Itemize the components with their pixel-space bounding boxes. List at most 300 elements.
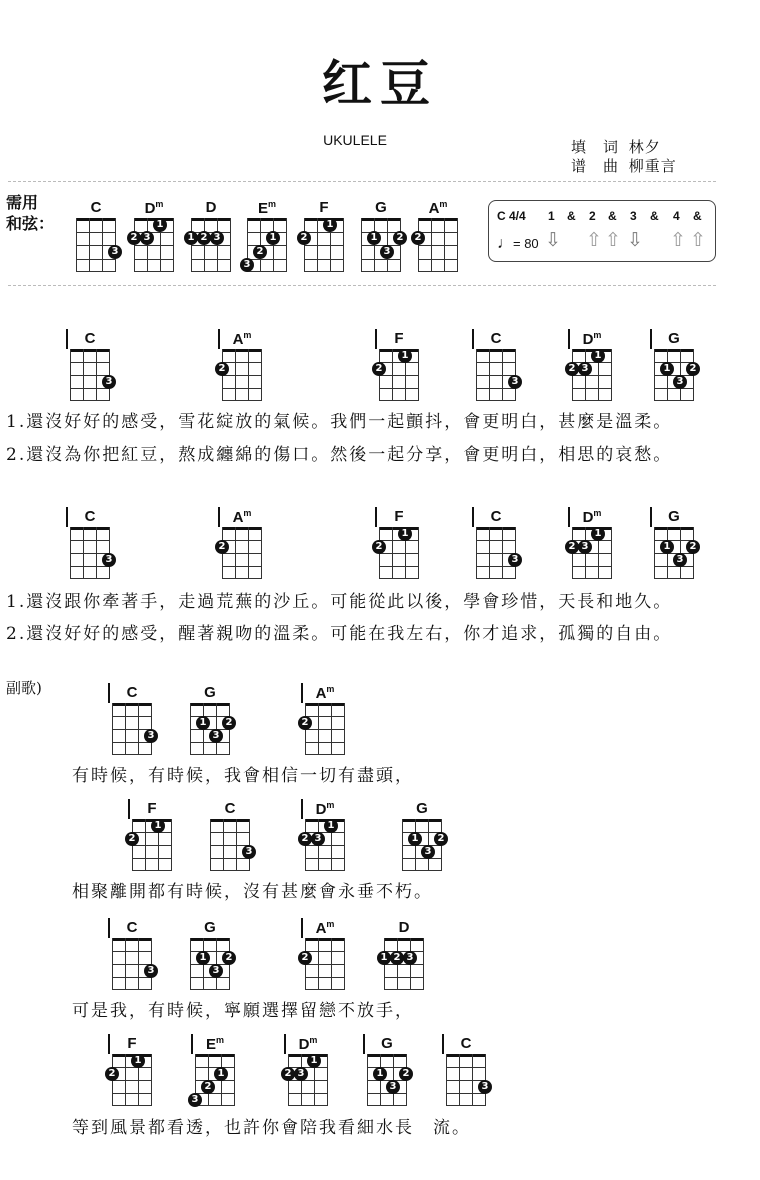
chord-diagram-c	[210, 800, 253, 871]
chord-fret	[222, 553, 262, 554]
measure-bar	[301, 683, 303, 703]
chord-fret	[222, 578, 262, 579]
chord-root: G	[416, 800, 428, 817]
finger-dot: 3	[421, 845, 435, 859]
finger-dot: 2	[686, 540, 700, 554]
chord-root: F	[319, 199, 329, 216]
chord-fret	[654, 388, 694, 389]
chord-fret	[222, 400, 262, 401]
chord-name	[654, 508, 694, 525]
finger-dot: 2	[565, 540, 579, 554]
finger-dot: 1	[196, 951, 210, 965]
up-strum-arrow-icon: ⇧	[605, 230, 621, 251]
chord-root: E	[205, 1036, 216, 1053]
chord-nut	[222, 527, 262, 530]
chord-suffix: m	[593, 330, 602, 340]
chord-fret	[195, 1105, 235, 1106]
chord-diagram-em	[191, 1035, 235, 1106]
chord-fret	[70, 540, 110, 541]
chord-fret	[572, 553, 612, 554]
tempo-value: = 80	[513, 236, 539, 251]
chord-fret	[572, 566, 612, 567]
chord-suffix: m	[309, 1035, 318, 1045]
chord-name	[446, 1035, 486, 1052]
measure-bar	[128, 799, 130, 819]
chord-fret	[76, 271, 116, 272]
finger-dot: 1	[591, 349, 605, 363]
finger-dot: 3	[673, 375, 687, 389]
finger-dot: 1	[151, 819, 165, 833]
divider-bottom	[8, 285, 716, 286]
chord-root: C	[126, 684, 138, 701]
chord-fret	[572, 540, 612, 541]
chord-nut	[305, 703, 345, 706]
finger-dot: 1	[367, 231, 381, 245]
finger-dot: 3	[144, 729, 158, 743]
finger-dot: 2	[201, 1080, 215, 1094]
chord-diagram-am	[301, 919, 345, 990]
finger-dot: 1	[214, 1067, 228, 1081]
chord-name	[70, 508, 110, 525]
beat-label: 2	[589, 209, 596, 223]
chord-fret	[305, 729, 345, 730]
measure-bar	[108, 1034, 110, 1054]
measure-bar	[363, 1034, 365, 1054]
chord-fret	[572, 578, 612, 579]
chord-fret	[572, 362, 612, 363]
finger-dot: 1	[324, 819, 338, 833]
chord-nut	[112, 938, 152, 941]
chord-fret	[305, 977, 345, 978]
chord-diagram-c	[476, 508, 519, 579]
finger-dot: 1	[377, 951, 391, 965]
chord-fret	[112, 977, 152, 978]
chord-root: A	[315, 920, 327, 937]
chord-root: C	[90, 199, 102, 216]
chord-fret	[305, 964, 345, 965]
chord-suffix: m	[243, 330, 252, 340]
chord-root: C	[490, 330, 502, 347]
finger-dot: 3	[102, 375, 116, 389]
chord-fret	[190, 729, 230, 730]
measure-bar	[218, 329, 220, 349]
chord-fret	[572, 388, 612, 389]
instrument-label: UKULELE	[323, 132, 387, 148]
chord-root: D	[582, 331, 594, 348]
chord-root: D	[582, 509, 594, 526]
chord-fret	[379, 578, 419, 579]
composer-label: 谱 曲	[571, 157, 620, 175]
chord-nut	[112, 703, 152, 706]
chord-fret	[476, 388, 516, 389]
chorus-lyric-line-2: 相聚離開都有時候，沒有甚麼會永垂不朽。	[72, 882, 433, 902]
tempo-marking	[497, 235, 539, 253]
chord-fret	[654, 553, 694, 554]
beat-label: 1	[548, 209, 555, 223]
chord-fret	[476, 566, 516, 567]
chord-fret	[304, 245, 344, 246]
chord-fret	[247, 271, 287, 272]
chord-diagram-f	[375, 330, 419, 401]
chord-diagram-am	[218, 508, 262, 579]
chord-fret	[367, 1093, 407, 1094]
chord-fret	[112, 1067, 152, 1068]
chord-nut	[305, 938, 345, 941]
finger-dot: 2	[390, 951, 404, 965]
chord-name	[305, 919, 345, 937]
finger-dot: 3	[578, 362, 592, 376]
finger-dot: 1	[131, 1054, 145, 1068]
chord-diagram-c	[446, 1035, 489, 1106]
verse1-lyric-line-1: 1.還沒好好的感受，雪花綻放的氣候。我們一起顫抖，會更明白，甚麼是溫柔。	[6, 412, 673, 432]
chord-diagram-f	[300, 199, 344, 272]
measure-bar	[108, 683, 110, 703]
measure-bar	[218, 507, 220, 527]
finger-dot: 2	[686, 362, 700, 376]
up-strum-arrow-icon: ⇧	[670, 230, 686, 251]
chord-name	[288, 1035, 328, 1053]
finger-dot: 3	[508, 375, 522, 389]
chord-fret	[476, 400, 516, 401]
chord-fret	[361, 259, 401, 260]
chord-fret	[476, 578, 516, 579]
chord-fret	[190, 754, 230, 755]
measure-bar	[568, 329, 570, 349]
chord-root: C	[126, 919, 138, 936]
finger-dot: 1	[153, 218, 167, 232]
chord-root: F	[394, 330, 404, 347]
chord-fret	[446, 1067, 486, 1068]
chord-nut	[654, 527, 694, 530]
chord-name	[361, 199, 401, 216]
chord-diagram-am	[301, 684, 345, 755]
chord-fret	[195, 1067, 235, 1068]
chord-fret	[70, 388, 110, 389]
chord-fret	[190, 977, 230, 978]
chord-fret	[402, 870, 442, 871]
finger-dot: 2	[411, 231, 425, 245]
chord-fret	[134, 232, 174, 233]
chord-fret	[654, 375, 694, 376]
chord-diagram-d	[187, 199, 231, 272]
finger-dot: 1	[408, 832, 422, 846]
finger-dot: 2	[222, 951, 236, 965]
chord-name	[190, 684, 230, 701]
chord-suffix: m	[155, 199, 164, 209]
chord-nut	[210, 819, 250, 822]
chord-diagram-c	[476, 330, 519, 401]
chord-diagram-g	[190, 919, 233, 990]
chord-nut	[402, 819, 442, 822]
chord-fret	[112, 1093, 152, 1094]
finger-dot: 1	[660, 540, 674, 554]
beat-label: &	[650, 209, 659, 223]
finger-dot: 1	[323, 218, 337, 232]
finger-dot: 1	[184, 231, 198, 245]
finger-dot: 2	[253, 245, 267, 259]
finger-dot: 3	[209, 964, 223, 978]
chord-root: D	[144, 200, 156, 217]
chord-fret	[112, 951, 152, 952]
chord-diagram-g	[361, 199, 404, 272]
lyricist-label: 填 词	[571, 138, 620, 156]
quarter-note-icon: ♩	[497, 235, 513, 252]
chord-fret	[288, 1067, 328, 1068]
chord-fret	[418, 259, 458, 260]
chord-root: C	[224, 800, 236, 817]
needed-chords-label-line1: 需用	[6, 193, 39, 212]
chord-fret	[134, 259, 174, 260]
measure-bar	[301, 918, 303, 938]
divider-top	[8, 181, 716, 182]
chord-fret	[247, 259, 287, 260]
chord-fret	[446, 1093, 486, 1094]
chord-diagram-am	[414, 199, 458, 272]
chord-fret	[191, 271, 231, 272]
chord-root: G	[668, 508, 680, 525]
chord-nut	[195, 1054, 235, 1057]
chord-fret	[361, 271, 401, 272]
chord-fret	[191, 259, 231, 260]
chord-root: A	[428, 200, 440, 217]
chord-name	[134, 199, 174, 217]
chord-nut	[70, 527, 110, 530]
finger-dot: 2	[565, 362, 579, 376]
chord-fret	[418, 271, 458, 272]
chord-name	[304, 199, 344, 216]
chord-root: F	[147, 800, 157, 817]
chord-diagram-dm	[301, 800, 345, 871]
chord-diagram-am	[218, 330, 262, 401]
finger-dot: 3	[188, 1093, 202, 1107]
chord-fret	[112, 754, 152, 755]
chord-nut	[367, 1054, 407, 1057]
chord-fret	[305, 845, 345, 846]
finger-dot: 3	[508, 553, 522, 567]
chord-root: C	[84, 508, 96, 525]
chord-fret	[379, 400, 419, 401]
chord-root: C	[490, 508, 502, 525]
chord-fret	[379, 553, 419, 554]
chord-fret	[572, 375, 612, 376]
chord-fret	[222, 566, 262, 567]
chord-name	[190, 919, 230, 936]
chord-fret	[654, 578, 694, 579]
chord-fret	[288, 1093, 328, 1094]
chord-fret	[210, 832, 250, 833]
chord-fret	[379, 566, 419, 567]
chord-name	[112, 919, 152, 936]
measure-bar	[472, 507, 474, 527]
chord-fret	[112, 742, 152, 743]
chord-fret	[654, 400, 694, 401]
chord-root: E	[257, 200, 268, 217]
chord-name	[367, 1035, 407, 1052]
chord-nut	[191, 218, 231, 221]
chord-name	[195, 1035, 235, 1053]
chord-fret	[222, 362, 262, 363]
chord-fret	[379, 540, 419, 541]
chord-name	[222, 508, 262, 526]
measure-bar	[568, 507, 570, 527]
chord-root: F	[394, 508, 404, 525]
chord-name	[112, 684, 152, 701]
beat-label: 3	[630, 209, 637, 223]
chord-fret	[112, 989, 152, 990]
chord-name	[418, 199, 458, 217]
chord-fret	[402, 845, 442, 846]
finger-dot: 2	[105, 1067, 119, 1081]
chord-fret	[288, 1080, 328, 1081]
measure-bar	[284, 1034, 286, 1054]
chord-fret	[112, 716, 152, 717]
chord-name	[572, 330, 612, 348]
finger-dot: 1	[660, 362, 674, 376]
chord-root: G	[204, 684, 216, 701]
song-title: 红豆	[322, 54, 438, 113]
chord-diagram-d	[380, 919, 424, 990]
chord-fret	[305, 716, 345, 717]
chord-name	[305, 800, 345, 818]
beat-label: &	[608, 209, 617, 223]
strum-pattern-box	[488, 200, 716, 262]
finger-dot: 2	[298, 951, 312, 965]
chord-suffix: m	[439, 199, 448, 209]
finger-dot: 1	[398, 527, 412, 541]
chord-fret	[76, 259, 116, 260]
beat-label: 4	[673, 209, 680, 223]
finger-dot: 2	[125, 832, 139, 846]
chord-diagram-dm	[568, 330, 612, 401]
chord-fret	[134, 245, 174, 246]
measure-bar	[66, 507, 68, 527]
chord-name	[379, 330, 419, 347]
measure-bar	[650, 507, 652, 527]
chord-fret	[367, 1105, 407, 1106]
chord-nut	[384, 938, 424, 941]
chord-fret	[222, 388, 262, 389]
chorus-label: 副歌)	[6, 679, 42, 697]
chord-name	[76, 199, 116, 216]
chord-root: C	[84, 330, 96, 347]
chord-nut	[476, 527, 516, 530]
chorus-lyric-line-1: 有時候，有時候，我會相信一切有盡頭，	[72, 766, 414, 786]
chord-root: D	[315, 801, 327, 818]
chord-fret	[379, 362, 419, 363]
measure-bar	[191, 1034, 193, 1054]
chord-fret	[305, 858, 345, 859]
down-strum-arrow-icon: ⇩	[627, 230, 643, 251]
chord-fret	[132, 870, 172, 871]
finger-dot: 2	[298, 716, 312, 730]
measure-bar	[375, 507, 377, 527]
finger-dot: 3	[403, 951, 417, 965]
chord-fret	[70, 566, 110, 567]
chord-root: A	[232, 331, 244, 348]
chord-fret	[361, 245, 401, 246]
needed-chords-label	[6, 192, 66, 234]
finger-dot: 1	[398, 349, 412, 363]
finger-dot: 3	[386, 1080, 400, 1094]
chord-fret	[379, 375, 419, 376]
finger-dot: 2	[222, 716, 236, 730]
chord-name	[379, 508, 419, 525]
chord-fret	[476, 540, 516, 541]
measure-bar	[650, 329, 652, 349]
chord-diagram-c	[70, 330, 113, 401]
chord-fret	[305, 951, 345, 952]
chord-diagram-c	[112, 684, 155, 755]
chord-diagram-dm	[130, 199, 174, 272]
composer-credit	[571, 155, 677, 176]
finger-dot: 2	[297, 231, 311, 245]
chord-fret	[132, 845, 172, 846]
chord-root: D	[298, 1036, 310, 1053]
chord-diagram-em	[243, 199, 287, 272]
chord-name	[402, 800, 442, 817]
chord-suffix: m	[326, 919, 335, 929]
chord-name	[572, 508, 612, 526]
finger-dot: 3	[478, 1080, 492, 1094]
chord-fret	[112, 1080, 152, 1081]
finger-dot: 3	[144, 964, 158, 978]
finger-dot: 2	[197, 231, 211, 245]
finger-dot: 3	[578, 540, 592, 554]
chord-fret	[384, 977, 424, 978]
chord-diagram-c	[112, 919, 155, 990]
chord-fret	[379, 388, 419, 389]
measure-bar	[375, 329, 377, 349]
finger-dot: 2	[399, 1067, 413, 1081]
finger-dot: 2	[215, 362, 229, 376]
chord-nut	[476, 349, 516, 352]
chord-suffix: m	[326, 800, 335, 810]
chord-fret	[654, 566, 694, 567]
verse2-lyric-line-2: 2.還沒好好的感受，醒著親吻的溫柔。可能在我左右，你才追求，孤獨的自由。	[6, 624, 673, 644]
up-strum-arrow-icon: ⇧	[690, 230, 706, 251]
measure-bar	[301, 799, 303, 819]
finger-dot: 1	[196, 716, 210, 730]
chord-fret	[305, 742, 345, 743]
finger-dot: 2	[127, 231, 141, 245]
finger-dot: 2	[372, 540, 386, 554]
chord-nut	[76, 218, 116, 221]
finger-dot: 2	[393, 231, 407, 245]
chord-fret	[418, 245, 458, 246]
chord-name	[247, 199, 287, 217]
chord-fret	[304, 271, 344, 272]
chord-diagram-c	[76, 199, 119, 272]
chord-fret	[305, 870, 345, 871]
finger-dot: 3	[102, 553, 116, 567]
finger-dot: 2	[372, 362, 386, 376]
up-strum-arrow-icon: ⇧	[586, 230, 602, 251]
chord-suffix: m	[268, 199, 277, 209]
chord-fret	[210, 858, 250, 859]
chord-fret	[305, 832, 345, 833]
chord-fret	[402, 858, 442, 859]
chord-root: A	[315, 685, 327, 702]
finger-dot: 3	[311, 832, 325, 846]
measure-bar	[108, 918, 110, 938]
chord-suffix: m	[326, 684, 335, 694]
verse1-lyric-line-2: 2.還沒為你把紅豆，熬成纏綿的傷口。然後一起分享，會更明白，相思的哀愁。	[6, 445, 673, 465]
chord-root: C	[460, 1035, 472, 1052]
chord-fret	[446, 1105, 486, 1106]
chorus-lyric-line-4: 等到風景都看透，也許你會陪我看細水長 流。	[72, 1118, 471, 1138]
chord-name	[132, 800, 172, 817]
finger-dot: 3	[294, 1067, 308, 1081]
